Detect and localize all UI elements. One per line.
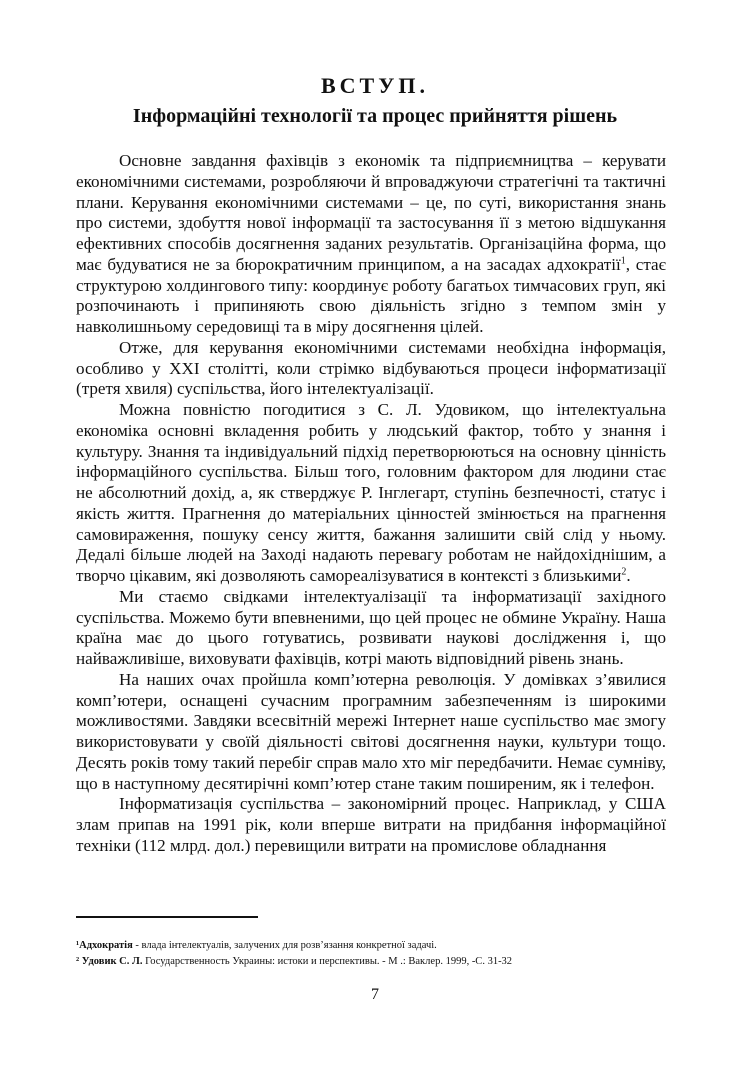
footnote: ¹Адхократія - влада інтелектуалів, залучених для розв’язання конкретної задачі.: [76, 940, 437, 951]
page-title: ВСТУП.: [321, 73, 429, 98]
page-number: 7: [371, 986, 379, 1003]
body-text: [76, 151, 666, 857]
footnotes: [76, 938, 676, 970]
paragraph: Інформатизація суспільства – закономірний процес. Наприклад, у США злам припав на 1991 рік, коли вперше витрати на придбання інформаційної техніки (112 млрд. дол.) перевищили витрати на промислове обладнання: [76, 794, 666, 855]
footnote-separator: [76, 916, 258, 918]
paragraph: Отже, для керування економічними системами необхідна інформація, особливо у XXI столітті, коли стрімко відбуваються процеси інформатизації (третя хвиля) суспільства, його інтелектуалізації.: [76, 337, 666, 399]
paragraph: Можна повністю погодитися з С. Л. Удовиком, що інтелектуальна економіка основні вкладення робить у людський фактор, тобто у знання і культуру. Знання та індивідуальний підхід перетворюються на основну цінність інформаційного суспільства. Більш того, головним фактором для людини стає не абсолютний дохід, а, як стверджує Р. Інглегарт, ступінь безпечності, статус і якість життя. Прагнення до матеріальних цінностей змінюється на прагнення самовираження, пошуку сенсу життя, бажання залишити свій слід у ньому. Дедалі більше людей на Заході надають перевагу роботам не найдохіднішим, а творчо цікавим, які дозволяють самореалізуватися в контексті з близькими$^2$.: [76, 400, 666, 585]
footnote-ref: 2: [621, 566, 627, 578]
paragraph: На наших очах пройшла комп’ютерна революція. У домівках з’явилися комп’ютери, оснащені сучасним програмним забезпеченням із широкими можливостями. Завдяки всесвітній мережі Інтернет наше суспільство має змогу використовувати у своїй діяльності світові досягнення науки, культури тощо. Десять років тому такий перебіг справ мало хто міг передбачити. Немає сумніву, що в наступному десятирічні комп’ютер стане таким поширеним, як і телефон.: [76, 669, 666, 793]
paragraph: Ми стаємо свідками інтелектуалізації та інформатизації західного суспільства. Можемо бути впевненими, що цей процес не обмине Україну. Наша країна має до цього готуватись, розвивати наукові дослідження і, що найважливіше, виховувати фахівців, котрі мають відповідний рівень знань.: [76, 586, 666, 668]
paragraph: Основне завдання фахівців з економік та підприємництва – керувати економічними системами, розробляючи й впроваджуючи стратегічні та тактичні плани. Керування економічними системами – це, по суті, використання знань про системи, здобуття нової інформації та застосування її з метою відшукання ефективних способів досягнення заданих результатів. Організаційна форма, що має будуватися не за бюрократичним принципом, а на засадах адхократії$^1$, стає структурою холдингового типу: координує роботу багатьох тимчасових груп, які розпочинають і припиняють свою діяльність згідно з темпом змін у навколишньому середовищі та в міру досягнення цілей.: [76, 151, 666, 336]
footnote-ref: 1: [620, 255, 626, 267]
page-subtitle: Інформаційні технології та процес прийняття рішень: [132, 105, 618, 127]
footnote: ² Удовик С. Л. Государственность Украины: истоки и перспективы. - М .: Ваклер. 1999, -С. 31-32: [76, 956, 513, 967]
